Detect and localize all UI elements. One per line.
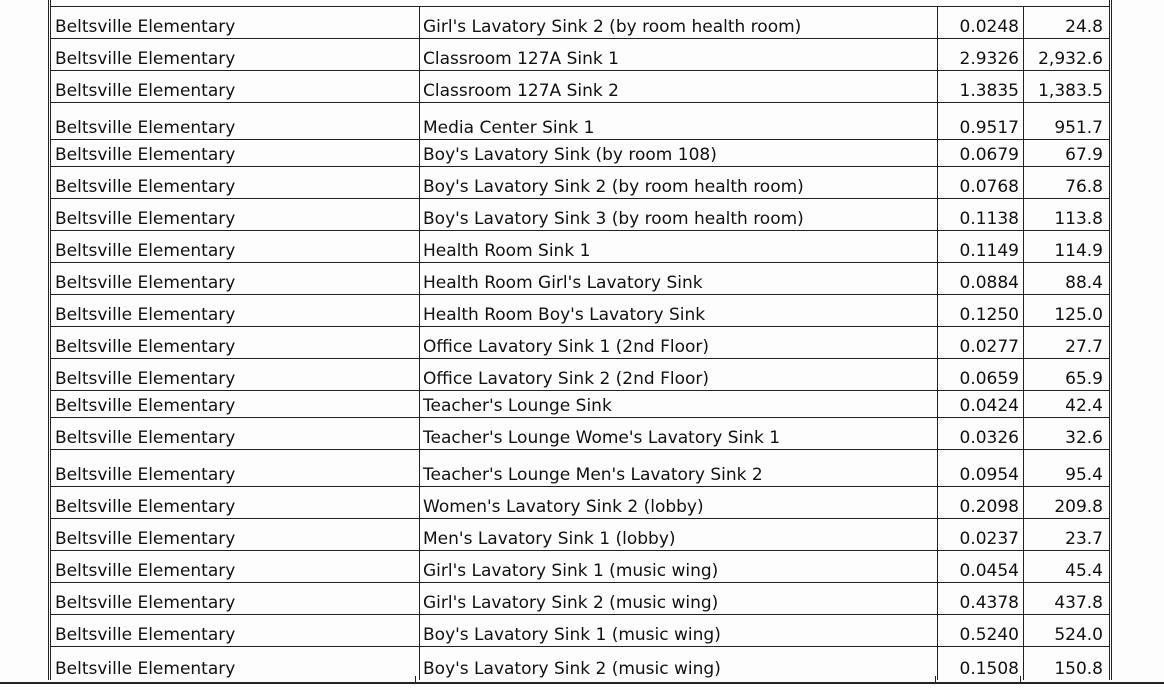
- ppm-cell: 0.0768: [959, 177, 1019, 197]
- ppb-cell: 65.9: [1023, 359, 1106, 390]
- ppm-cell: 0.4378: [959, 593, 1019, 613]
- ppm-cell: 0.0954: [959, 465, 1019, 485]
- school-cell: Beltsville Elementary: [55, 337, 236, 357]
- ppm-cell: 0.0454: [959, 561, 1019, 581]
- ppb-cell: 27.7: [1023, 327, 1106, 358]
- ppm-cell: 0.5240: [959, 625, 1019, 645]
- fixture-cell: Men's Lavatory Sink 1 (lobby): [419, 519, 949, 550]
- ppb-cell: 24.8: [1023, 7, 1106, 38]
- fixture-cell: Girl's Lavatory Sink 1 (music wing): [419, 551, 949, 582]
- school-cell: Beltsville Elementary: [55, 396, 236, 416]
- ppm-cell: 0.0248: [959, 17, 1019, 37]
- fixture-cell: Health Room Boy's Lavatory Sink: [419, 295, 949, 326]
- table-row: [51, 615, 1109, 647]
- school-cell: Beltsville Elementary: [55, 49, 236, 69]
- column-divider: [937, 7, 938, 38]
- column-divider: [937, 71, 938, 102]
- table-row: [51, 391, 1109, 418]
- fixture-cell: Teacher's Lounge Wome's Lavatory Sink 1: [419, 418, 949, 449]
- table-row: [51, 103, 1109, 140]
- table-row: [51, 647, 1109, 680]
- school-cell: Beltsville Elementary: [55, 659, 236, 679]
- school-cell: Beltsville Elementary: [55, 305, 236, 325]
- table-row: [51, 39, 1109, 71]
- school-cell: Beltsville Elementary: [55, 428, 236, 448]
- ppb-cell: 125.0: [1023, 295, 1106, 326]
- ppb-cell: 437.8: [1023, 583, 1106, 614]
- ppb-cell: 95.4: [1023, 450, 1106, 486]
- ppm-cell: 2.9326: [959, 49, 1019, 69]
- school-cell: Beltsville Elementary: [55, 593, 236, 613]
- school-cell: Beltsville Elementary: [55, 145, 236, 165]
- school-cell: Beltsville Elementary: [55, 369, 236, 389]
- table-row: [51, 359, 1109, 391]
- table-row: [51, 71, 1109, 103]
- school-cell: Beltsville Elementary: [55, 625, 236, 645]
- column-divider: [937, 167, 938, 198]
- ppm-cell: 0.0679: [959, 145, 1019, 165]
- column-divider: [937, 103, 938, 139]
- school-cell: Beltsville Elementary: [55, 118, 236, 138]
- table-row: [51, 583, 1109, 615]
- fixture-cell: Teacher's Lounge Men's Lavatory Sink 2: [419, 450, 949, 486]
- table-row: [51, 263, 1109, 295]
- fixture-cell: Boy's Lavatory Sink 3 (by room health room): [419, 199, 949, 230]
- ppm-cell: 0.9517: [959, 118, 1019, 138]
- table-row: [51, 231, 1109, 263]
- ppm-cell: 0.0424: [959, 396, 1019, 416]
- ppb-cell: 42.4: [1023, 391, 1106, 417]
- school-cell: Beltsville Elementary: [55, 497, 236, 517]
- fixture-cell: Girl's Lavatory Sink 2 (by room health room): [419, 7, 949, 38]
- ppm-cell: 0.0237: [959, 529, 1019, 549]
- fixture-cell: Health Room Sink 1: [419, 231, 949, 262]
- table-row: [51, 140, 1109, 167]
- ppm-cell: 0.0884: [959, 273, 1019, 293]
- bottom-tick: [935, 676, 936, 684]
- fixture-cell: Teacher's Lounge Sink: [419, 391, 949, 417]
- ppm-cell: 0.1508: [959, 659, 1019, 679]
- fixture-cell: Office Lavatory Sink 2 (2nd Floor): [419, 359, 949, 390]
- ppb-cell: 114.9: [1023, 231, 1106, 262]
- school-cell: Beltsville Elementary: [55, 529, 236, 549]
- cut-off-row: [51, 0, 1109, 7]
- ppb-cell: 209.8: [1023, 487, 1106, 518]
- table-row: [51, 519, 1109, 551]
- column-divider: [937, 263, 938, 294]
- table-row: [51, 487, 1109, 519]
- table-row: [51, 167, 1109, 199]
- table-row: [51, 199, 1109, 231]
- page-bottom-rule: [0, 682, 1164, 684]
- table-row: [51, 7, 1109, 39]
- fixture-cell: Office Lavatory Sink 1 (2nd Floor): [419, 327, 949, 358]
- school-cell: Beltsville Elementary: [55, 465, 236, 485]
- table-row: [51, 295, 1109, 327]
- fixture-cell: Women's Lavatory Sink 2 (lobby): [419, 487, 949, 518]
- ppb-cell: 951.7: [1023, 103, 1106, 139]
- column-divider: [937, 519, 938, 550]
- ppm-cell: 1.3835: [959, 81, 1019, 101]
- ppb-cell: 150.8: [1023, 647, 1106, 680]
- bottom-tick: [415, 676, 416, 684]
- ppb-cell: 67.9: [1023, 140, 1106, 166]
- column-divider: [937, 140, 938, 166]
- column-divider: [937, 487, 938, 518]
- ppm-cell: 0.0659: [959, 369, 1019, 389]
- bottom-tick: [1020, 676, 1021, 684]
- column-divider: [937, 551, 938, 582]
- ppm-cell: 0.1138: [959, 209, 1019, 229]
- table-row: [51, 551, 1109, 583]
- column-divider: [937, 615, 938, 646]
- column-divider: [937, 583, 938, 614]
- ppb-cell: 113.8: [1023, 199, 1106, 230]
- fixture-cell: Boy's Lavatory Sink 1 (music wing): [419, 615, 949, 646]
- school-cell: Beltsville Elementary: [55, 81, 236, 101]
- school-cell: Beltsville Elementary: [55, 177, 236, 197]
- column-divider: [937, 295, 938, 326]
- ppb-cell: 88.4: [1023, 263, 1106, 294]
- column-divider: [937, 391, 938, 417]
- school-cell: Beltsville Elementary: [55, 561, 236, 581]
- results-table: [48, 0, 1112, 680]
- ppb-cell: 32.6: [1023, 418, 1106, 449]
- table-row: [51, 418, 1109, 450]
- column-divider: [937, 450, 938, 486]
- school-cell: Beltsville Elementary: [55, 241, 236, 261]
- fixture-cell: Media Center Sink 1: [419, 103, 949, 139]
- fixture-cell: Classroom 127A Sink 2: [419, 71, 949, 102]
- ppb-cell: 2,932.6: [1023, 39, 1106, 70]
- column-divider: [937, 231, 938, 262]
- fixture-cell: Boy's Lavatory Sink 2 (by room health room): [419, 167, 949, 198]
- fixture-cell: Boy's Lavatory Sink (by room 108): [419, 140, 949, 166]
- fixture-cell: Classroom 127A Sink 1: [419, 39, 949, 70]
- ppb-cell: 524.0: [1023, 615, 1106, 646]
- fixture-cell: Boy's Lavatory Sink 2 (music wing): [419, 647, 949, 680]
- column-divider: [937, 327, 938, 358]
- column-divider: [937, 359, 938, 390]
- ppm-cell: 0.1250: [959, 305, 1019, 325]
- school-cell: Beltsville Elementary: [55, 209, 236, 229]
- ppm-cell: 0.1149: [959, 241, 1019, 261]
- school-cell: Beltsville Elementary: [55, 17, 236, 37]
- school-cell: Beltsville Elementary: [55, 273, 236, 293]
- column-divider: [937, 199, 938, 230]
- ppb-cell: 76.8: [1023, 167, 1106, 198]
- ppm-cell: 0.0277: [959, 337, 1019, 357]
- column-divider: [937, 647, 938, 680]
- ppm-cell: 0.2098: [959, 497, 1019, 517]
- column-divider: [937, 418, 938, 449]
- ppm-cell: 0.0326: [959, 428, 1019, 448]
- ppb-cell: 1,383.5: [1023, 71, 1106, 102]
- fixture-cell: Health Room Girl's Lavatory Sink: [419, 263, 949, 294]
- fixture-cell: Girl's Lavatory Sink 2 (music wing): [419, 583, 949, 614]
- ppb-cell: 45.4: [1023, 551, 1106, 582]
- table-row: [51, 327, 1109, 359]
- table-row: [51, 450, 1109, 487]
- column-divider: [937, 39, 938, 70]
- ppb-cell: 23.7: [1023, 519, 1106, 550]
